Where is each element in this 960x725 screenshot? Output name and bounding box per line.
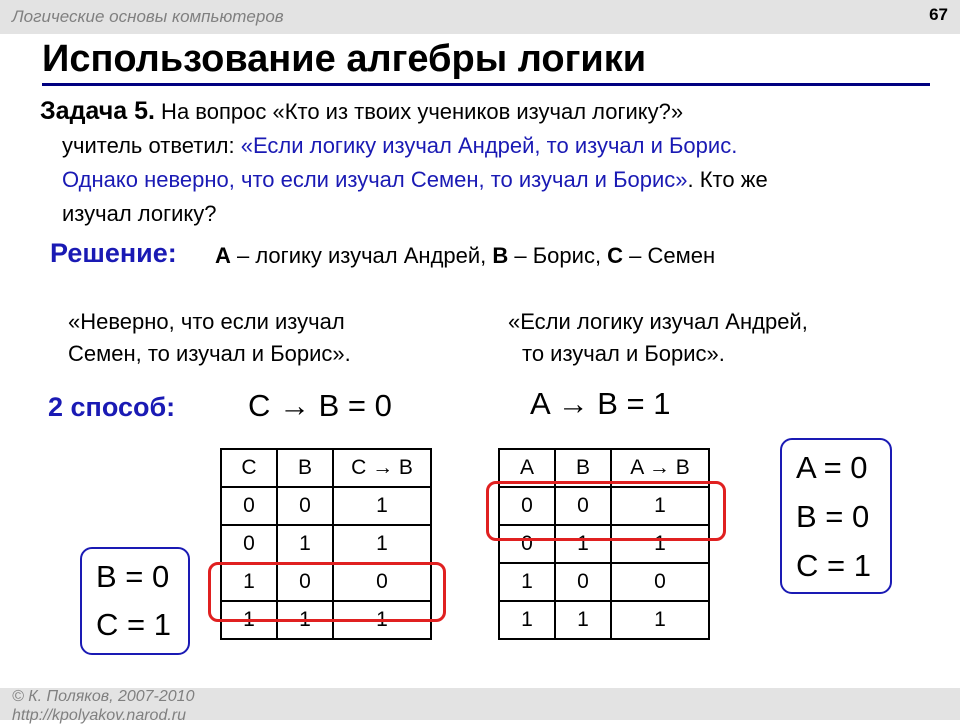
quote-right <box>508 306 808 370</box>
table-cell: 0 <box>277 487 333 525</box>
table-row <box>499 563 709 601</box>
table-cell: 1 <box>499 601 555 639</box>
quote-left-line-1: «Неверно, что если изучал <box>68 309 345 334</box>
result-b: B = 0 <box>796 499 870 534</box>
table-cell: 0 <box>555 487 611 525</box>
quote-right-line-2: то изучал и Борис». <box>522 341 725 366</box>
table-row <box>221 487 431 525</box>
table-cell: 1 <box>221 563 277 601</box>
footer-author: © К. Поляков, 2007-2010 <box>12 688 195 705</box>
table-cell: 1 <box>221 601 277 639</box>
formula-c-implies-b: C → B = 0 <box>248 388 392 423</box>
method-label: 2 способ: <box>48 392 176 422</box>
problem-line-4: изучал логику? <box>62 201 217 226</box>
table-cell: 0 <box>499 487 555 525</box>
table-header-cell: B <box>277 449 333 487</box>
result-b: B = 0 <box>96 559 170 594</box>
table-cell: 1 <box>555 525 611 563</box>
var-b-desc: – Борис, <box>508 243 608 268</box>
highlight-row-c1-b0 <box>208 562 446 622</box>
table-header-cell: C <box>221 449 277 487</box>
footer-bar <box>0 688 960 724</box>
formula-a-implies-b: A → B = 1 <box>530 386 671 421</box>
table-cell: 0 <box>221 525 277 563</box>
var-c: C <box>607 243 624 268</box>
slide-number: 67 <box>929 5 948 24</box>
var-c-desc: – Семен <box>623 243 716 268</box>
table-cell: 1 <box>611 487 709 525</box>
var-b: B <box>492 243 509 268</box>
course-title: Логические основы компьютеров <box>12 7 284 26</box>
table-cell: 0 <box>333 563 431 601</box>
problem-intro: На вопрос «Кто из твоих учеников изучал логику?» <box>154 99 684 124</box>
problem-line-3 <box>40 163 930 197</box>
solution-variables <box>215 243 715 269</box>
quote-left <box>68 306 351 370</box>
table-header-cell: B <box>555 449 611 487</box>
table-cell: 0 <box>277 563 333 601</box>
table-cell: 0 <box>499 525 555 563</box>
table-header-cell: A <box>499 449 555 487</box>
var-a-desc: – логику изучал Андрей, <box>230 243 493 268</box>
table-cell: 1 <box>499 563 555 601</box>
table-header-cell: A → B <box>611 449 709 487</box>
table-cell: 1 <box>277 601 333 639</box>
result-box-right <box>780 438 892 594</box>
result-c: C = 1 <box>796 548 871 583</box>
result-a: A = 0 <box>796 450 868 485</box>
quote-right-line-1: «Если логику изучал Андрей, <box>508 309 808 334</box>
table-cell: 1 <box>277 525 333 563</box>
table-cell: 1 <box>555 601 611 639</box>
problem-statement <box>40 94 930 231</box>
title-underline <box>42 83 930 86</box>
footer-url[interactable]: http://kpolyakov.narod.ru <box>12 707 187 724</box>
problem-line3-plain: . Кто же <box>687 167 768 192</box>
table-cell: 0 <box>611 563 709 601</box>
highlight-row-a0-b0 <box>486 481 726 541</box>
var-a: A <box>215 243 231 268</box>
problem-line-1 <box>40 94 930 129</box>
solution-label: Решение: <box>50 238 177 268</box>
truth-table-a-b <box>498 448 710 640</box>
table-cell: 1 <box>333 601 431 639</box>
problem-quote-part1: «Если логику изучал Андрей, то изучал и Борис. <box>240 133 738 158</box>
problem-quote-part2: Однако неверно, что если изучал Семен, то изучал и Борис» <box>62 167 688 192</box>
result-c: C = 1 <box>96 607 171 642</box>
table-cell: 1 <box>611 525 709 563</box>
header-bar <box>0 0 960 34</box>
problem-label: Задача 5. <box>40 97 155 125</box>
quote-left-line-2: Семен, то изучал и Борис». <box>68 341 351 366</box>
table-row <box>499 601 709 639</box>
table-cell: 0 <box>555 563 611 601</box>
table-cell: 1 <box>611 601 709 639</box>
problem-line-2 <box>40 129 930 163</box>
table-cell: 0 <box>221 487 277 525</box>
result-box-left <box>80 547 190 655</box>
slide-title: Использование алгебры логики <box>42 38 647 80</box>
table-row <box>221 525 431 563</box>
problem-line2-plain: учитель ответил: <box>62 133 241 158</box>
table-header-row <box>221 449 431 487</box>
table-cell: 1 <box>333 487 431 525</box>
table-header-cell: C → B <box>333 449 431 487</box>
table-cell: 1 <box>333 525 431 563</box>
